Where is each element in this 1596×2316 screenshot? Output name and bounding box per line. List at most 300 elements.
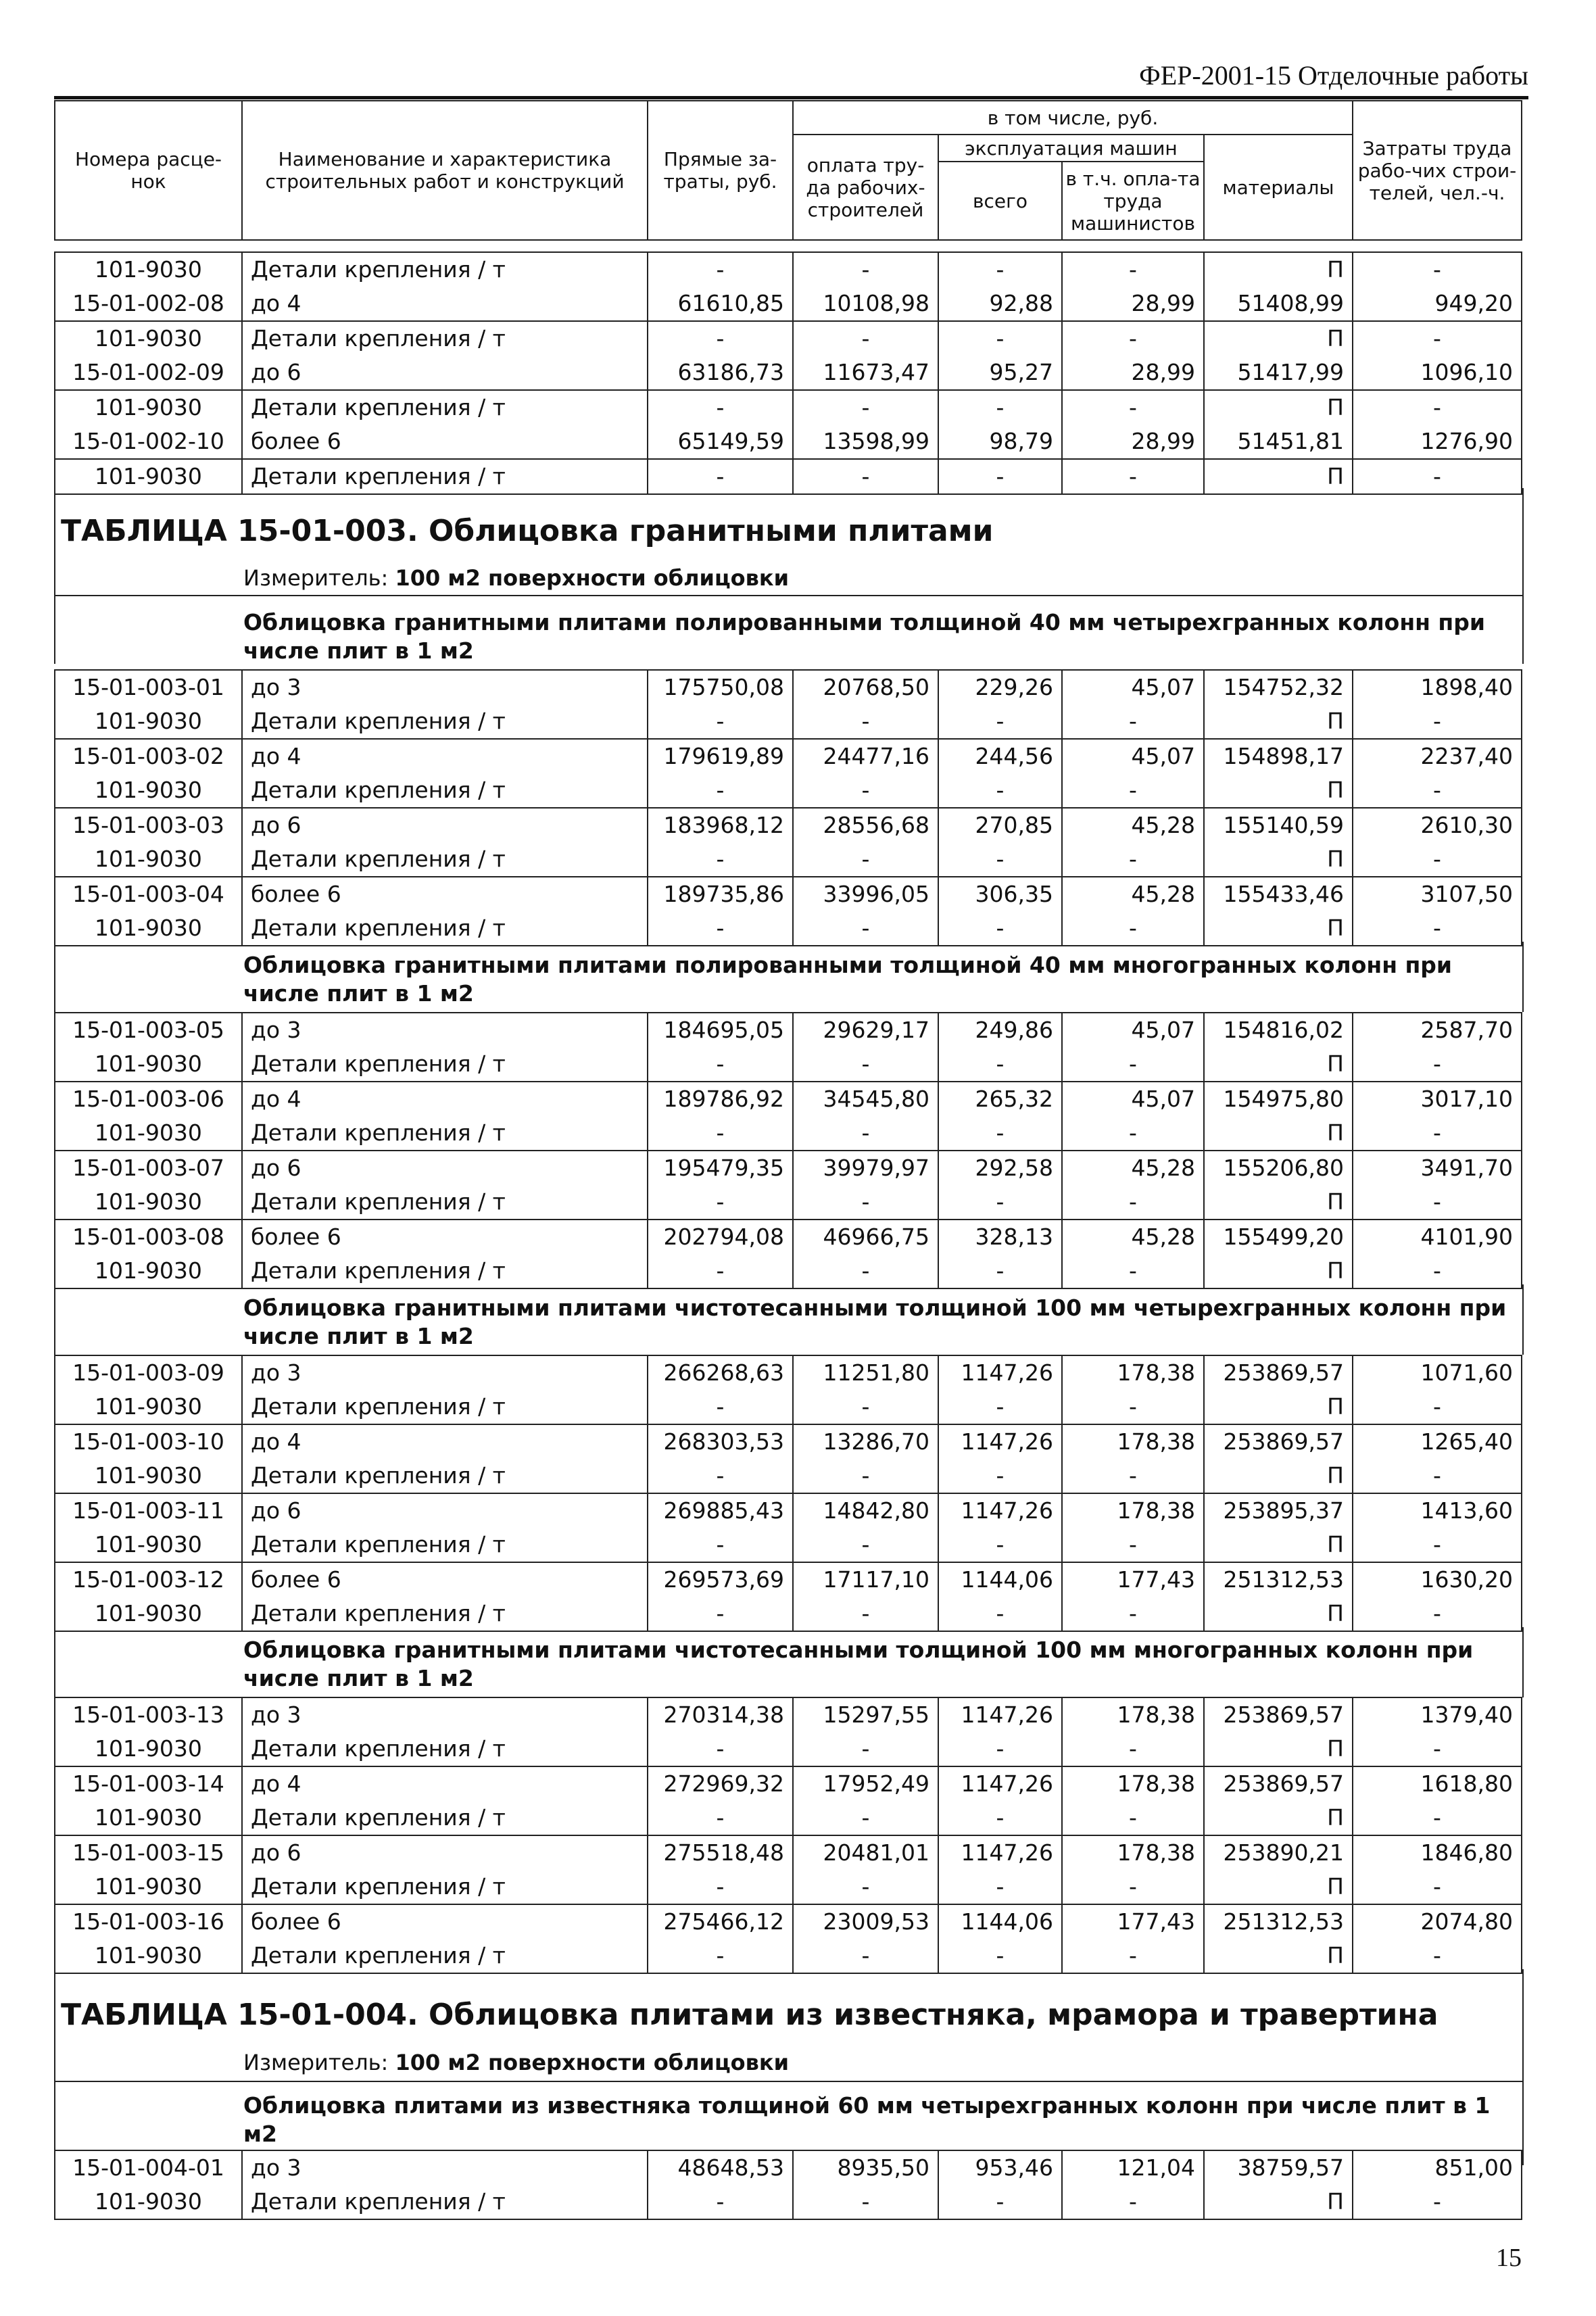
column-header bbox=[54, 100, 1522, 241]
machines-total-cell: - bbox=[938, 1116, 1062, 1151]
col-machines-total-header: всего bbox=[938, 162, 1062, 240]
wages-cell: - bbox=[793, 459, 938, 494]
direct-cost-cell: 189735,86 bbox=[648, 877, 793, 911]
machines-wages-cell: 178,38 bbox=[1062, 1835, 1204, 1870]
table-004-measure bbox=[243, 2050, 789, 2075]
col-name-header: Наименование и характеристика строительных работ и конструкций bbox=[242, 101, 648, 240]
measure-value: 100 м2 поверхности облицовки bbox=[395, 565, 790, 591]
machines-wages-cell: - bbox=[1062, 1254, 1204, 1288]
work-name-cell: до 4 bbox=[242, 1766, 648, 1801]
wages-cell: 11251,80 bbox=[793, 1355, 938, 1390]
table-row bbox=[55, 1082, 1522, 1116]
machines-total-cell: - bbox=[938, 252, 1062, 287]
rate-code-cell: 15-01-002-08 bbox=[55, 287, 242, 321]
table-row bbox=[55, 425, 1522, 459]
work-name-cell: Детали крепления / т bbox=[242, 1597, 648, 1631]
machines-total-cell: - bbox=[938, 1597, 1062, 1631]
rate-code-cell: 101-9030 bbox=[55, 1732, 242, 1766]
machines-total-cell: - bbox=[938, 842, 1062, 877]
table-row bbox=[55, 670, 1522, 704]
machines-total-cell: 1147,26 bbox=[938, 1424, 1062, 1459]
wages-cell: 28556,68 bbox=[793, 808, 938, 842]
work-name-cell: Детали крепления / т bbox=[242, 1390, 648, 1424]
machines-wages-cell: - bbox=[1062, 1459, 1204, 1493]
labor-cost-cell: 1379,40 bbox=[1353, 1697, 1522, 1732]
materials-cell: 51451,81 bbox=[1204, 425, 1353, 459]
materials-cell: 253869,57 bbox=[1204, 1424, 1353, 1459]
direct-cost-cell: - bbox=[648, 773, 793, 808]
wages-cell: - bbox=[793, 1390, 938, 1424]
labor-cost-cell: 3107,50 bbox=[1353, 877, 1522, 911]
wages-cell: - bbox=[793, 1732, 938, 1766]
rate-code-cell: 101-9030 bbox=[55, 773, 242, 808]
labor-cost-cell: 1630,20 bbox=[1353, 1562, 1522, 1597]
labor-cost-cell: 2610,30 bbox=[1353, 808, 1522, 842]
table-row bbox=[55, 1151, 1522, 1185]
table-row bbox=[55, 1424, 1522, 1459]
work-name-cell: Детали крепления / т bbox=[242, 252, 648, 287]
machines-wages-cell: - bbox=[1062, 1939, 1204, 1973]
rate-code-cell: 101-9030 bbox=[55, 704, 242, 739]
rate-code-cell: 101-9030 bbox=[55, 2185, 242, 2219]
work-name-cell: до 3 bbox=[242, 670, 648, 704]
rate-code-cell: 101-9030 bbox=[55, 1801, 242, 1835]
work-name-cell: до 4 bbox=[242, 287, 648, 321]
rate-code-cell: 15-01-003-08 bbox=[55, 1220, 242, 1254]
machines-wages-cell: 45,07 bbox=[1062, 670, 1204, 704]
machines-total-cell: - bbox=[938, 1459, 1062, 1493]
labor-cost-cell: 949,20 bbox=[1353, 287, 1522, 321]
labor-cost-cell: 1846,80 bbox=[1353, 1835, 1522, 1870]
direct-cost-cell: 270314,38 bbox=[648, 1697, 793, 1732]
wages-cell: - bbox=[793, 2185, 938, 2219]
wages-cell: - bbox=[793, 1939, 938, 1973]
machines-total-cell: - bbox=[938, 1939, 1062, 1973]
materials-cell: П bbox=[1204, 1254, 1353, 1288]
machines-wages-cell: 178,38 bbox=[1062, 1493, 1204, 1528]
machines-wages-cell: 28,99 bbox=[1062, 287, 1204, 321]
table-003-title: ТАБЛИЦА 15-01-003. Облицовка гранитными плитами bbox=[61, 514, 994, 548]
machines-wages-cell: 45,07 bbox=[1062, 739, 1204, 773]
table-row bbox=[55, 1939, 1522, 1973]
labor-cost-cell: - bbox=[1353, 252, 1522, 287]
work-name-cell: до 6 bbox=[242, 808, 648, 842]
wages-cell: 39979,97 bbox=[793, 1151, 938, 1185]
machines-total-cell: 953,46 bbox=[938, 2150, 1062, 2185]
wages-cell: 14842,80 bbox=[793, 1493, 938, 1528]
direct-cost-cell: 179619,89 bbox=[648, 739, 793, 773]
direct-cost-cell: 202794,08 bbox=[648, 1220, 793, 1254]
machines-total-cell: - bbox=[938, 1047, 1062, 1082]
direct-cost-cell: 61610,85 bbox=[648, 287, 793, 321]
rate-code-cell: 101-9030 bbox=[55, 1185, 242, 1220]
wages-cell: 13598,99 bbox=[793, 425, 938, 459]
work-name-cell: до 6 bbox=[242, 1493, 648, 1528]
table-row bbox=[55, 704, 1522, 739]
work-name-cell: Детали крепления / т bbox=[242, 1116, 648, 1151]
materials-cell: П bbox=[1204, 1528, 1353, 1562]
direct-cost-cell: - bbox=[648, 1390, 793, 1424]
wages-cell: 24477,16 bbox=[793, 739, 938, 773]
work-name-cell: Детали крепления / т bbox=[242, 2185, 648, 2219]
wages-cell: 33996,05 bbox=[793, 877, 938, 911]
work-name-cell: до 3 bbox=[242, 1697, 648, 1732]
wages-cell: 8935,50 bbox=[793, 2150, 938, 2185]
machines-total-cell: 244,56 bbox=[938, 739, 1062, 773]
machines-total-cell: - bbox=[938, 1390, 1062, 1424]
col-machines-header: эксплуатация машин bbox=[938, 135, 1204, 162]
materials-cell: П bbox=[1204, 1870, 1353, 1904]
labor-cost-cell: - bbox=[1353, 842, 1522, 877]
direct-cost-cell: 65149,59 bbox=[648, 425, 793, 459]
materials-cell: 253869,57 bbox=[1204, 1355, 1353, 1390]
rate-code-cell: 15-01-003-11 bbox=[55, 1493, 242, 1528]
work-name-cell: до 3 bbox=[242, 2150, 648, 2185]
rate-code-cell: 15-01-003-10 bbox=[55, 1424, 242, 1459]
machines-total-cell: 249,86 bbox=[938, 1013, 1062, 1047]
labor-cost-cell: - bbox=[1353, 2185, 1522, 2219]
table-row bbox=[55, 321, 1522, 356]
work-name-cell: Детали крепления / т bbox=[242, 1939, 648, 1973]
machines-total-cell: - bbox=[938, 390, 1062, 425]
rate-code-cell: 101-9030 bbox=[55, 390, 242, 425]
materials-cell: 155433,46 bbox=[1204, 877, 1353, 911]
col-labor-header: Затраты труда рабо-чих строи-телей, чел.-ч. bbox=[1353, 101, 1522, 240]
rate-code-cell: 101-9030 bbox=[55, 1116, 242, 1151]
machines-total-cell: - bbox=[938, 321, 1062, 356]
machines-wages-cell: - bbox=[1062, 2185, 1204, 2219]
machines-wages-cell: - bbox=[1062, 773, 1204, 808]
materials-cell: П bbox=[1204, 1390, 1353, 1424]
labor-cost-cell: - bbox=[1353, 390, 1522, 425]
direct-cost-cell: 272969,32 bbox=[648, 1766, 793, 1801]
machines-wages-cell: 45,28 bbox=[1062, 808, 1204, 842]
wages-cell: 23009,53 bbox=[793, 1904, 938, 1939]
direct-cost-cell: 275518,48 bbox=[648, 1835, 793, 1870]
table-row bbox=[55, 1390, 1522, 1424]
materials-cell: 251312,53 bbox=[1204, 1904, 1353, 1939]
page-header: ФЕР-2001-15 Отделочные работы bbox=[1139, 60, 1528, 91]
divider bbox=[54, 2081, 1522, 2082]
table-row bbox=[55, 773, 1522, 808]
labor-cost-cell: - bbox=[1353, 1597, 1522, 1631]
wages-cell: - bbox=[793, 1528, 938, 1562]
rate-code-cell: 101-9030 bbox=[55, 459, 242, 494]
wages-cell: - bbox=[793, 321, 938, 356]
wages-cell: - bbox=[793, 1801, 938, 1835]
machines-total-cell: - bbox=[938, 1254, 1062, 1288]
labor-cost-cell: - bbox=[1353, 1528, 1522, 1562]
materials-cell: П bbox=[1204, 773, 1353, 808]
materials-cell: 155206,80 bbox=[1204, 1151, 1353, 1185]
work-name-cell: до 3 bbox=[242, 1013, 648, 1047]
machines-total-cell: - bbox=[938, 911, 1062, 946]
header-rule bbox=[54, 96, 1528, 99]
divider bbox=[54, 595, 1522, 596]
materials-cell: 154975,80 bbox=[1204, 1082, 1353, 1116]
machines-total-cell: 306,35 bbox=[938, 877, 1062, 911]
table-row bbox=[55, 1459, 1522, 1493]
rate-code-cell: 101-9030 bbox=[55, 1390, 242, 1424]
materials-cell: 51408,99 bbox=[1204, 287, 1353, 321]
direct-cost-cell: - bbox=[648, 459, 793, 494]
table-row bbox=[55, 1493, 1522, 1528]
machines-wages-cell: 45,28 bbox=[1062, 877, 1204, 911]
materials-cell: П bbox=[1204, 1047, 1353, 1082]
materials-cell: П bbox=[1204, 1459, 1353, 1493]
direct-cost-cell: 266268,63 bbox=[648, 1355, 793, 1390]
materials-cell: П bbox=[1204, 459, 1353, 494]
col-machines-wages-header: в т.ч. опла-та труда машинистов bbox=[1062, 162, 1204, 240]
work-name-cell: Детали крепления / т bbox=[242, 773, 648, 808]
table-row bbox=[55, 2150, 1522, 2185]
table-row bbox=[55, 2185, 1522, 2219]
machines-wages-cell: 45,07 bbox=[1062, 1082, 1204, 1116]
labor-cost-cell: - bbox=[1353, 321, 1522, 356]
work-name-cell: более 6 bbox=[242, 877, 648, 911]
wages-cell: - bbox=[793, 773, 938, 808]
work-name-cell: до 4 bbox=[242, 1082, 648, 1116]
labor-cost-cell: - bbox=[1353, 911, 1522, 946]
rate-code-cell: 101-9030 bbox=[55, 1459, 242, 1493]
machines-wages-cell: - bbox=[1062, 1870, 1204, 1904]
materials-cell: П bbox=[1204, 842, 1353, 877]
work-name-cell: Детали крепления / т bbox=[242, 1732, 648, 1766]
col-wages-header: оплата тру-да рабочих-строителей bbox=[793, 135, 938, 240]
direct-cost-cell: 195479,35 bbox=[648, 1151, 793, 1185]
wages-cell: 15297,55 bbox=[793, 1697, 938, 1732]
work-name-cell: до 6 bbox=[242, 1835, 648, 1870]
rate-code-cell: 101-9030 bbox=[55, 1939, 242, 1973]
materials-cell: 155140,59 bbox=[1204, 808, 1353, 842]
table-row bbox=[55, 356, 1522, 390]
table-row bbox=[55, 1528, 1522, 1562]
table-row bbox=[55, 1870, 1522, 1904]
labor-cost-cell: - bbox=[1353, 1254, 1522, 1288]
rate-code-cell: 101-9030 bbox=[55, 842, 242, 877]
group-table bbox=[54, 1355, 1522, 1632]
machines-total-cell: 328,13 bbox=[938, 1220, 1062, 1254]
wages-cell: - bbox=[793, 1870, 938, 1904]
rate-code-cell: 15-01-003-04 bbox=[55, 877, 242, 911]
labor-cost-cell: 1413,60 bbox=[1353, 1493, 1522, 1528]
work-name-cell: Детали крепления / т bbox=[242, 1801, 648, 1835]
rate-code-cell: 15-01-003-14 bbox=[55, 1766, 242, 1801]
machines-total-cell: - bbox=[938, 773, 1062, 808]
table-004-title: ТАБЛИЦА 15-01-004. Облицовка плитами из известняка, мрамора и травертина bbox=[61, 1998, 1438, 2032]
materials-cell: 251312,53 bbox=[1204, 1562, 1353, 1597]
direct-cost-cell: 269885,43 bbox=[648, 1493, 793, 1528]
machines-total-cell: 1147,26 bbox=[938, 1697, 1062, 1732]
work-name-cell: до 3 bbox=[242, 1355, 648, 1390]
work-name-cell: Детали крепления / т bbox=[242, 1254, 648, 1288]
materials-cell: 154752,32 bbox=[1204, 670, 1353, 704]
table-row bbox=[55, 877, 1522, 911]
table-row bbox=[55, 1597, 1522, 1631]
work-name-cell: Детали крепления / т bbox=[242, 321, 648, 356]
machines-wages-cell: - bbox=[1062, 252, 1204, 287]
direct-cost-cell: 268303,53 bbox=[648, 1424, 793, 1459]
rate-code-cell: 15-01-003-09 bbox=[55, 1355, 242, 1390]
machines-wages-cell: 177,43 bbox=[1062, 1904, 1204, 1939]
wages-cell: - bbox=[793, 252, 938, 287]
direct-cost-cell: - bbox=[648, 1047, 793, 1082]
materials-cell: 253890,21 bbox=[1204, 1835, 1353, 1870]
work-name-cell: до 4 bbox=[242, 739, 648, 773]
table-row bbox=[55, 1355, 1522, 1390]
group-heading: Облицовка гранитными плитами чистотесанными толщиной 100 мм четырехгранных колонн при числе плит в 1 м2 bbox=[243, 1295, 1507, 1349]
labor-cost-cell: 1265,40 bbox=[1353, 1424, 1522, 1459]
rate-code-cell: 101-9030 bbox=[55, 1254, 242, 1288]
materials-cell: П bbox=[1204, 1732, 1353, 1766]
table-row bbox=[55, 1904, 1522, 1939]
rate-code-cell: 15-01-003-01 bbox=[55, 670, 242, 704]
machines-wages-cell: - bbox=[1062, 1390, 1204, 1424]
direct-cost-cell: 48648,53 bbox=[648, 2150, 793, 2185]
machines-wages-cell: 121,04 bbox=[1062, 2150, 1204, 2185]
machines-wages-cell: - bbox=[1062, 1185, 1204, 1220]
machines-wages-cell: - bbox=[1062, 842, 1204, 877]
wages-cell: - bbox=[793, 1185, 938, 1220]
labor-cost-cell: 2237,40 bbox=[1353, 739, 1522, 773]
machines-wages-cell: - bbox=[1062, 1801, 1204, 1835]
machines-total-cell: 265,32 bbox=[938, 1082, 1062, 1116]
table-row bbox=[55, 1766, 1522, 1801]
materials-cell: П bbox=[1204, 1939, 1353, 1973]
labor-cost-cell: 2074,80 bbox=[1353, 1904, 1522, 1939]
materials-cell: 253895,37 bbox=[1204, 1493, 1353, 1528]
measure-value: 100 м2 поверхности облицовки bbox=[395, 2050, 790, 2075]
rate-code-cell: 15-01-003-03 bbox=[55, 808, 242, 842]
machines-total-cell: - bbox=[938, 704, 1062, 739]
labor-cost-cell: 3491,70 bbox=[1353, 1151, 1522, 1185]
rate-code-cell: 101-9030 bbox=[55, 1597, 242, 1631]
machines-wages-cell: 28,99 bbox=[1062, 356, 1204, 390]
col-incl-header: в том числе, руб. bbox=[793, 101, 1353, 135]
materials-cell: П bbox=[1204, 321, 1353, 356]
work-name-cell: более 6 bbox=[242, 1562, 648, 1597]
labor-cost-cell: - bbox=[1353, 1390, 1522, 1424]
machines-total-cell: - bbox=[938, 1185, 1062, 1220]
wages-cell: 17117,10 bbox=[793, 1562, 938, 1597]
machines-total-cell: 1147,26 bbox=[938, 1493, 1062, 1528]
wages-cell: 17952,49 bbox=[793, 1766, 938, 1801]
machines-total-cell: 92,88 bbox=[938, 287, 1062, 321]
top-rows-table bbox=[54, 251, 1522, 495]
work-name-cell: Детали крепления / т bbox=[242, 1870, 648, 1904]
direct-cost-cell: 63186,73 bbox=[648, 356, 793, 390]
machines-total-cell: 1147,26 bbox=[938, 1835, 1062, 1870]
materials-cell: П bbox=[1204, 911, 1353, 946]
machines-wages-cell: - bbox=[1062, 1597, 1204, 1631]
labor-cost-cell: - bbox=[1353, 1732, 1522, 1766]
materials-cell: 253869,57 bbox=[1204, 1766, 1353, 1801]
machines-total-cell: 270,85 bbox=[938, 808, 1062, 842]
materials-cell: П bbox=[1204, 2185, 1353, 2219]
wages-cell: 13286,70 bbox=[793, 1424, 938, 1459]
rate-code-cell: 15-01-003-12 bbox=[55, 1562, 242, 1597]
direct-cost-cell: - bbox=[648, 842, 793, 877]
table-row bbox=[55, 1185, 1522, 1220]
materials-cell: 155499,20 bbox=[1204, 1220, 1353, 1254]
work-name-cell: Детали крепления / т bbox=[242, 459, 648, 494]
direct-cost-cell: - bbox=[648, 1801, 793, 1835]
machines-wages-cell: - bbox=[1062, 911, 1204, 946]
direct-cost-cell: 275466,12 bbox=[648, 1904, 793, 1939]
machines-total-cell: - bbox=[938, 1732, 1062, 1766]
rate-code-cell: 15-01-003-05 bbox=[55, 1013, 242, 1047]
wages-cell: 11673,47 bbox=[793, 356, 938, 390]
labor-cost-cell: 1096,10 bbox=[1353, 356, 1522, 390]
group-heading: Облицовка гранитными плитами чистотесанными толщиной 100 мм многогранных колонн при числе плит в 1 м2 bbox=[243, 1637, 1474, 1691]
machines-wages-cell: 45,07 bbox=[1062, 1013, 1204, 1047]
wages-cell: - bbox=[793, 1116, 938, 1151]
table-row bbox=[55, 911, 1522, 946]
direct-cost-cell: - bbox=[648, 1597, 793, 1631]
table-row bbox=[55, 1562, 1522, 1597]
rate-code-cell: 15-01-003-16 bbox=[55, 1904, 242, 1939]
table-row bbox=[55, 390, 1522, 425]
machines-wages-cell: - bbox=[1062, 459, 1204, 494]
materials-cell: П bbox=[1204, 252, 1353, 287]
direct-cost-cell: - bbox=[648, 2185, 793, 2219]
work-name-cell: более 6 bbox=[242, 425, 648, 459]
labor-cost-cell: 3017,10 bbox=[1353, 1082, 1522, 1116]
labor-cost-cell: - bbox=[1353, 704, 1522, 739]
rate-code-cell: 15-01-003-07 bbox=[55, 1151, 242, 1185]
wages-cell: - bbox=[793, 390, 938, 425]
table-row bbox=[55, 1732, 1522, 1766]
labor-cost-cell: 1276,90 bbox=[1353, 425, 1522, 459]
direct-cost-cell: - bbox=[648, 1116, 793, 1151]
page-number: 15 bbox=[1496, 2244, 1522, 2272]
machines-wages-cell: 178,38 bbox=[1062, 1355, 1204, 1390]
table-row bbox=[55, 842, 1522, 877]
work-name-cell: Детали крепления / т bbox=[242, 1047, 648, 1082]
table-row bbox=[55, 1835, 1522, 1870]
rate-code-cell: 101-9030 bbox=[55, 1528, 242, 1562]
table-row bbox=[55, 739, 1522, 773]
group-table bbox=[54, 1012, 1522, 1289]
materials-cell: П bbox=[1204, 1185, 1353, 1220]
rate-code-cell: 101-9030 bbox=[55, 252, 242, 287]
materials-cell: П bbox=[1204, 390, 1353, 425]
machines-total-cell: 1144,06 bbox=[938, 1562, 1062, 1597]
rate-code-cell: 101-9030 bbox=[55, 1870, 242, 1904]
direct-cost-cell: - bbox=[648, 1459, 793, 1493]
rate-code-cell: 15-01-002-10 bbox=[55, 425, 242, 459]
group-heading: Облицовка гранитными плитами полированными толщиной 40 мм четырехгранных колонн при числе плит в 1 м2 bbox=[243, 609, 1485, 664]
machines-wages-cell: - bbox=[1062, 704, 1204, 739]
group-table bbox=[54, 2150, 1522, 2220]
wages-cell: 20481,01 bbox=[793, 1835, 938, 1870]
machines-total-cell: 1147,26 bbox=[938, 1766, 1062, 1801]
materials-cell: 154816,02 bbox=[1204, 1013, 1353, 1047]
rate-code-cell: 15-01-003-13 bbox=[55, 1697, 242, 1732]
col-direct-header: Прямые за-траты, руб. bbox=[648, 101, 793, 240]
table-row bbox=[55, 1697, 1522, 1732]
col-code-header: Номера расце-нок bbox=[55, 101, 242, 240]
labor-cost-cell: - bbox=[1353, 1459, 1522, 1493]
work-name-cell: Детали крепления / т bbox=[242, 1185, 648, 1220]
machines-wages-cell: - bbox=[1062, 1116, 1204, 1151]
work-name-cell: более 6 bbox=[242, 1220, 648, 1254]
machines-total-cell: - bbox=[938, 1801, 1062, 1835]
labor-cost-cell: - bbox=[1353, 1801, 1522, 1835]
labor-cost-cell: 1071,60 bbox=[1353, 1355, 1522, 1390]
wages-cell: - bbox=[793, 1597, 938, 1631]
table-row bbox=[55, 1013, 1522, 1047]
